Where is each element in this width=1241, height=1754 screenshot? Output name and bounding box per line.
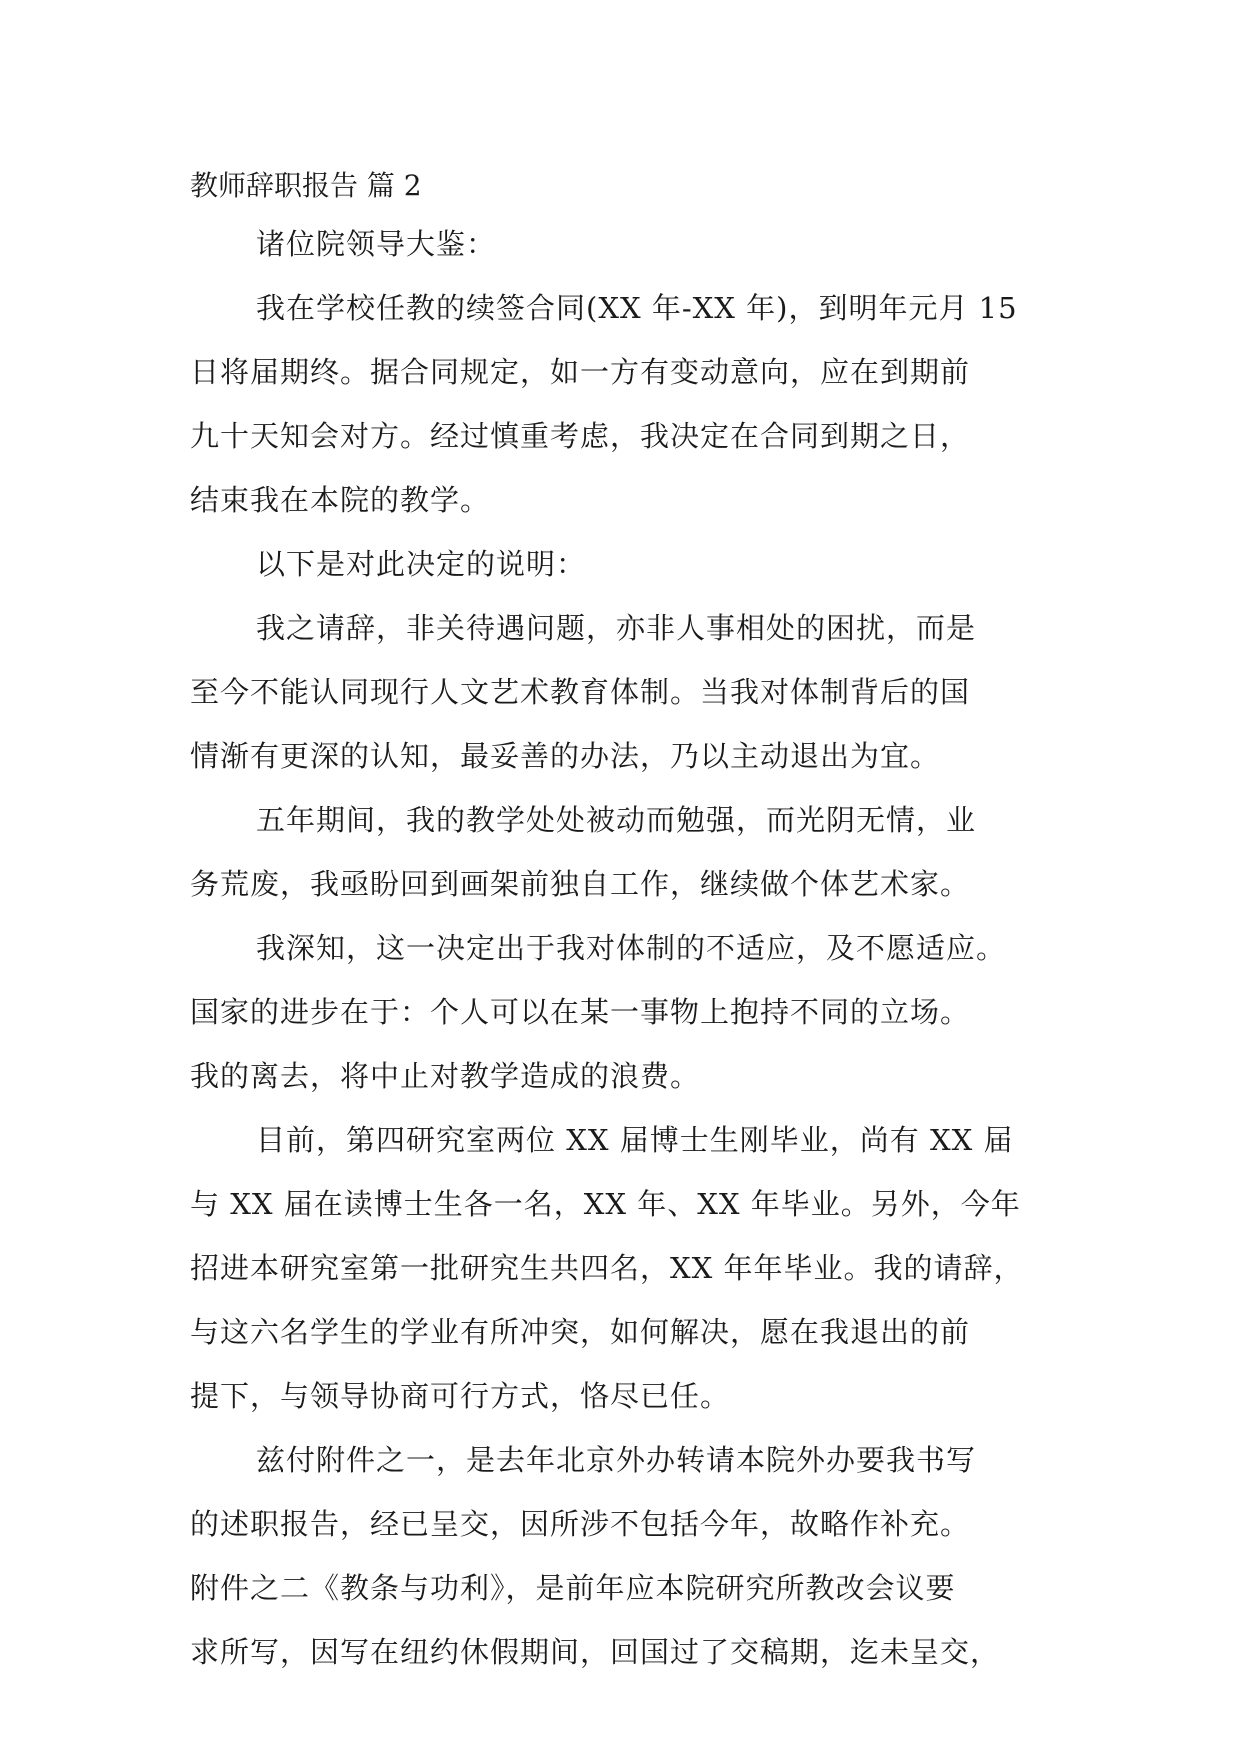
text-line: 九十天知会对方。经过慎重考虑，我决定在合同到期之日， — [190, 419, 971, 453]
text-line: 我在学校任教的续签合同(XX 年-XX 年)，到明年元月 15 — [256, 291, 1018, 325]
text-line: 我的离去，将中止对教学造成的浪费。 — [190, 1059, 701, 1093]
text-line: 务荒废，我亟盼回到画架前独自工作，继续做个体艺术家。 — [190, 867, 971, 901]
document-title: 教师辞职报告 篇 2 — [190, 169, 422, 202]
text-line: 至今不能认同现行人文艺术教育体制。当我对体制背后的国 — [190, 675, 971, 709]
text-line: 以下是对此决定的说明： — [256, 547, 587, 581]
text-line: 国家的进步在于：个人可以在某一事物上抱持不同的立场。 — [190, 995, 971, 1029]
text-line: 我之请辞，非关待遇问题，亦非人事相处的困扰，而是 — [256, 611, 977, 645]
text-line: 结束我在本院的教学。 — [190, 483, 491, 517]
text-line: 我深知，这一决定出于我对体制的不适应，及不愿适应。 — [256, 931, 1007, 965]
document-body — [190, 163, 1050, 1693]
text-line: 五年期间，我的教学处处被动而勉强，而光阴无情，业 — [256, 803, 977, 837]
text-line: 诸位院领导大鉴： — [256, 227, 497, 261]
text-line: 兹付附件之一，是去年北京外办转请本院外办要我书写 — [256, 1443, 977, 1477]
text-line: 情渐有更深的认知，最妥善的办法，乃以主动退出为宜。 — [190, 739, 941, 773]
text-line: 求所写，因写在纽约休假期间，回国过了交稿期，迄未呈交， — [190, 1635, 1001, 1669]
text-line: 的述职报告，经已呈交，因所涉不包括今年，故略作补充。 — [190, 1507, 971, 1541]
text-line: 招进本研究室第一批研究生共四名，XX 年年毕业。我的请辞， — [190, 1251, 1024, 1285]
document-text — [190, 221, 1050, 1693]
text-line: 与这六名学生的学业有所冲突，如何解决，愿在我退出的前 — [190, 1315, 971, 1349]
text-line: 附件之二《教条与功利》，是前年应本院研究所教改会议要 — [190, 1571, 956, 1605]
text-line: 目前，第四研究室两位 XX 届博士生刚毕业，尚有 XX 届 — [256, 1123, 1014, 1157]
text-line: 提下，与领导协商可行方式，恪尽已任。 — [190, 1379, 731, 1413]
text-line: 日将届期终。据合同规定，如一方有变动意向，应在到期前 — [190, 355, 971, 389]
text-line: 与 XX 届在读博士生各一名，XX 年、XX 年毕业。另外，今年 — [190, 1187, 1021, 1221]
